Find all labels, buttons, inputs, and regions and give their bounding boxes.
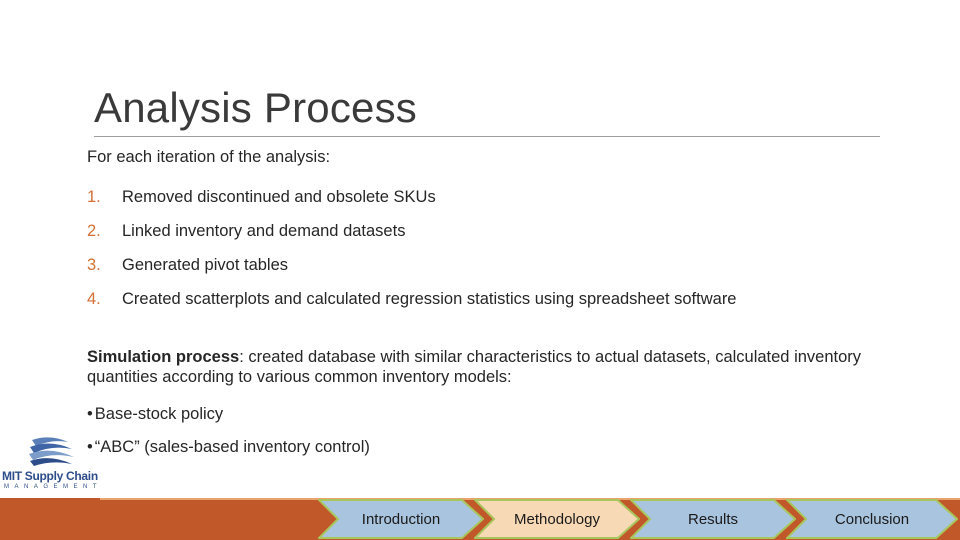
nav-label: Conclusion — [834, 510, 910, 528]
step-item — [87, 214, 737, 248]
step-item — [87, 248, 737, 282]
nav-introduction[interactable] — [318, 499, 484, 539]
bullet-marker: • — [87, 405, 93, 423]
slide-title: Analysis Process — [94, 84, 417, 131]
nav-label: Methodology — [514, 510, 600, 528]
simulation-text: : created database with similar characteristics to actual datasets, calculated inventory quantities according to various common inventory models: — [87, 348, 862, 386]
steps-list — [87, 180, 737, 316]
nav-conclusion[interactable] — [786, 499, 958, 539]
bullet-item — [87, 398, 370, 431]
step-number: 3. — [87, 255, 101, 274]
simulation-paragraph — [87, 347, 877, 387]
nav-label: Introduction — [361, 510, 441, 528]
step-item — [87, 282, 737, 316]
simulation-label: Simulation process — [87, 348, 240, 366]
step-number: 2. — [87, 221, 101, 240]
bullet-item — [87, 431, 370, 464]
nav-results[interactable] — [630, 499, 796, 539]
intro-text: For each iteration of the analysis: — [87, 148, 331, 166]
models-list — [87, 398, 370, 464]
logo-subtitle: MANAGEMENT — [4, 484, 103, 490]
step-number: 1. — [87, 187, 101, 206]
step-item — [87, 180, 737, 214]
nav-methodology[interactable] — [474, 499, 640, 539]
step-text: Linked inventory and demand datasets — [122, 221, 406, 240]
logo-name: MIT Supply Chain — [2, 469, 98, 483]
nav-label: Results — [687, 510, 739, 528]
bullet-text: Base-stock policy — [94, 405, 224, 423]
step-text: Generated pivot tables — [122, 255, 289, 274]
step-text: Created scatterplots and calculated regression statistics using spreadsheet software — [122, 289, 737, 308]
bullet-marker: • — [87, 438, 93, 456]
step-text: Removed discontinued and obsolete SKUs — [122, 187, 436, 206]
bullet-text: “ABC” (sales-based inventory control) — [94, 438, 370, 456]
step-number: 4. — [87, 289, 101, 308]
title-divider — [94, 136, 880, 137]
